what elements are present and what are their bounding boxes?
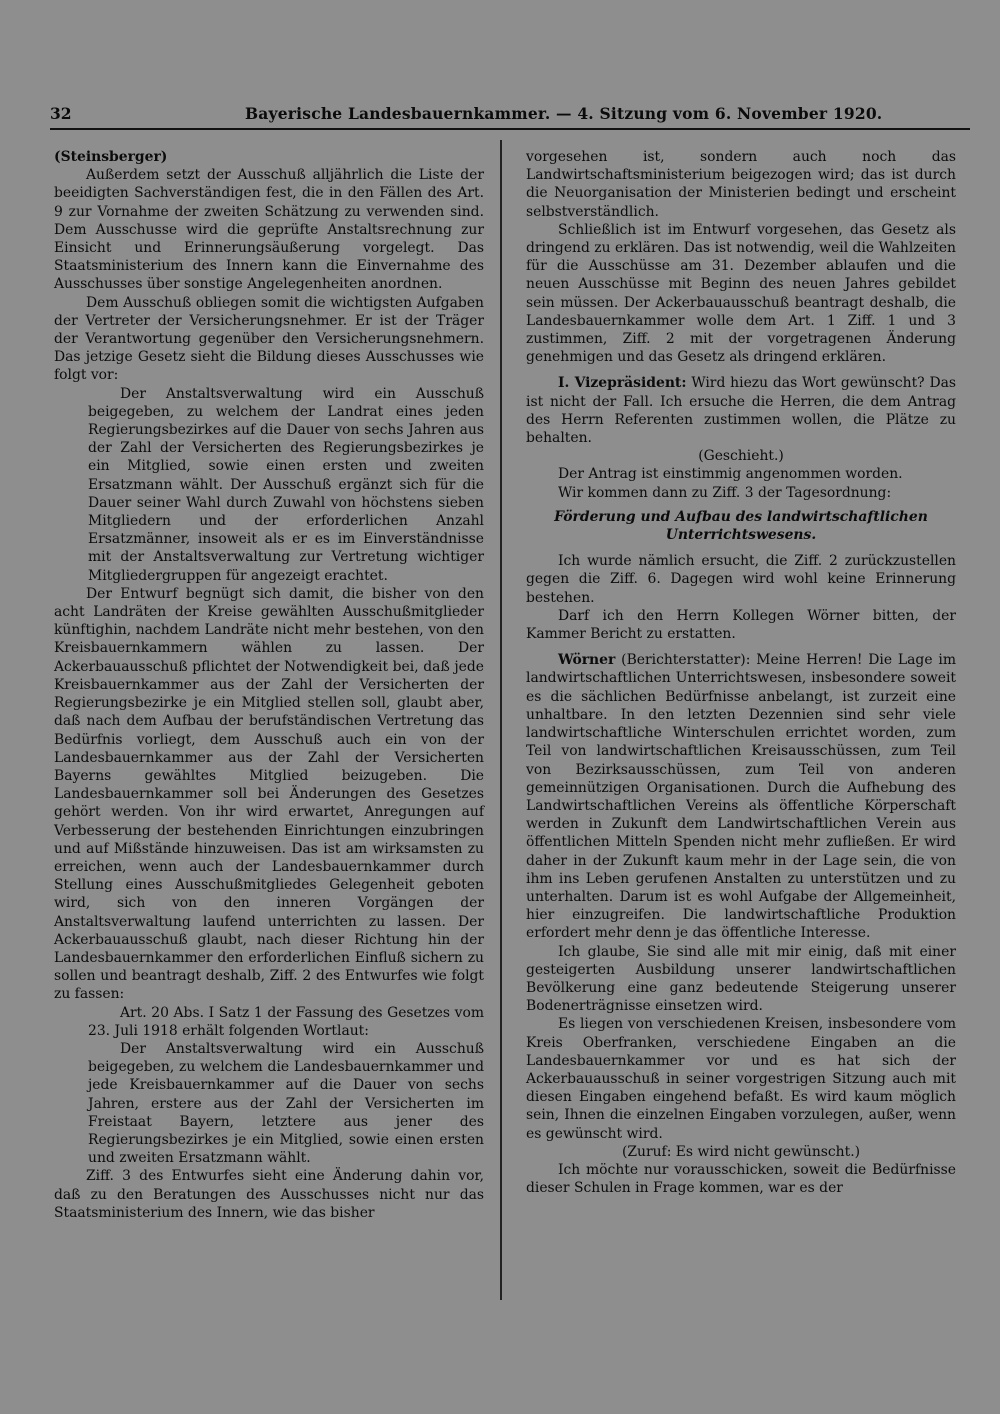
speaker-name: I. Vizepräsident: <box>558 375 687 392</box>
paragraph: Wir kommen dann zu Ziff. 3 der Tagesordnung: <box>558 484 892 501</box>
paragraph: Der Antrag ist einstimmig angenommen worden. <box>558 466 903 483</box>
quote-paragraph: Art. 20 Abs. I Satz 1 der Fassung des Gesetzes vom 23. Juli 1918 erhält folgenden Wortlaut: <box>88 1004 484 1039</box>
paragraph: Darf ich den Herrn Kollegen Wörner bitten, der Kammer Bericht zu erstatten. <box>526 607 956 643</box>
speech-text: Meine Herren! Die Lage im landwirtschaftlichen Unterrichtswesen, insbesondere soweit es die sächlichen Bedürfnisse anbelangt, ist zurzeit eine unhaltbare. In den letzten Dezennien sind sehr viele landwirtschaftliche Winterschulen errichtet worden, zum Teil von landwirtschaftlichen Kreisausschüssen, zum Teil von Bezirksausschüssen, zum Teil von anderen gemeinnützigen Organisationen. Durch die Aufhebung des Landwirtschaftlichen Vereins als öffentliche Körperschaft werden in Zukunft dem Landwirtschaftlichen Verein aus öffentlichen Mitteln Spenden nicht mehr zufließen. Er wird daher in der Zukunft kaum mehr in der Lage sein, die von ihm ins Leben gerufenen Anstalten zu unterstützen und zu unterhalten. Darum ist es wohl Aufgabe der Allgemeinheit, hier einzugreifen. Die landwirtschaftliche Produktion erfordert mehr denn je das öffentliche Interesse. <box>526 652 956 942</box>
running-title: Bayerische Landesbauernkammer. — 4. Sitzung vom 6. November 1920. <box>245 104 883 123</box>
paragraph: Dem Ausschuß obliegen somit die wichtigsten Aufgaben der Vertreter der Versicherungsnehmer. Er ist der Träger der Verantwortung gegenüber den Versicherungsnehmern. Das jetzige Gesetz sieht die Bildung dieses Ausschusses wie folgt vor: <box>54 294 484 384</box>
column-divider <box>500 140 502 1300</box>
page-header <box>50 102 970 126</box>
paragraph: Der Entwurf begnügt sich damit, die bisher von den acht Landräten der Kreise gewählten Ausschußmitglieder künftighin, nachdem Landräte nicht mehr bestehen, von den Kreisbauernkammern wählen zu lassen. Der Ackerbauausschuß pflichtet der Notwendigkeit bei, daß jede Kreisbauernkammer aus der Zahl der Versicherten der Regierungsbezirke je ein Mitglied stellen soll, glaubt aber, daß nach dem Aufbau der berufständischen Vertretung das Bedürfnis vorliegt, dem Ausschuß auch ein von der Landesbauernkammer aus der Zahl der Versicherten Bayerns gewähltes Mitglied beizugeben. Die Landesbauernkammer soll bei Änderungen des Gesetzes gehört werden. Von ihr wird erwartet, Anregungen auf Verbesserung der bestehenden Einrichtungen einzubringen und auf Mißstände hinzuweisen. Das ist am wirksamsten zu erreichen, wenn auch der Landesbauernkammer durch Stellung eines Ausschußmitgliedes Gelegenheit geboten wird, sich von den inneren Vorgängen der Anstaltsverwaltung laufend unterrichten zu lassen. Der Ackerbauausschuß glaubt, nach dieser Richtung hin der Landesbauernkammer den erforderlichen Einfluß sichern zu sollen und beantragt deshalb, Ziff. 2 des Entwurfes wie folgt zu fassen: <box>54 585 484 1003</box>
quote-paragraph: Der Anstaltsverwaltung wird ein Ausschuß beigegeben, zu welchem die Landesbauernkammer und jede Kreisbauernkammer auf die Dauer von sechs Jahren, erstere aus der Zahl der Versicherten im Freistaat Bayern, letztere aus jener des Regierungsbezirkes je ein Mitglied, sowie einen ersten und zweiten Ersatzmann wählt. <box>88 1040 484 1167</box>
header-rule <box>50 128 970 130</box>
paragraph: Ziff. 3 des Entwurfes sieht eine Änderung dahin vor, daß zu den Beratungen des Ausschusses nicht nur das Staatsministerium des Innern, wie das bisher <box>54 1168 484 1221</box>
paragraph: vorgesehen ist, sondern auch noch das Landwirtschaftsministerium beigezogen wird; das ist durch die Neuorganisation der Ministerien bedingt und erscheint selbstverständlich. <box>526 149 956 220</box>
paragraph: Ich wurde nämlich ersucht, die Ziff. 2 zurückzustellen gegen die Ziff. 6. Dagegen wird wohl keine Erinnerung bestehen. <box>526 553 956 606</box>
interjection: (Zuruf: Es wird nicht gewünscht.) <box>621 1143 861 1160</box>
speech-text: Wird hiezu das Wort gewünscht? Das ist nicht der Fall. Ich ersuche die Herren, die dem Antrag des Herrn Referenten zustimmen wollen, die Plätze zu behalten. <box>526 375 956 447</box>
paragraph: Schließlich ist im Entwurf vorgesehen, das Gesetz als dringend zu erklären. Das ist notwendig, weil die Wahlzeiten für die Ausschüsse am 31. Dezember ablaufen und die neuen Ausschüsse mit Beginn des neuen Jahres gebildet sein müssen. Der Ackerbauausschuß beantragt deshalb, die Landesbauernkammer wolle dem Art. 1 Ziff. 1 und 3 zustimmen, Ziff. 2 mit der vorgetragenen Änderung genehmigen und das Gesetz als dringend erklären. <box>526 221 956 366</box>
quoted-law-text <box>88 385 484 585</box>
paragraph <box>526 374 956 447</box>
quote-paragraph: Der Anstaltsverwaltung wird ein Ausschuß beigegeben, zu welchem der Landrat eines jeden Regierungsbezirkes auf die Dauer von sechs Jahren aus der Zahl der Versicherten des Regierungsbezirkes je ein Mitglied, sowie einen ersten und zweiten Ersatzmann wählt. Der Ausschuß ergänzt sich für die Dauer seiner Wahl durch Zuwahl von höchstens sieben Mitgliedern und der erforderlichen Anzahl Ersatzmänner, insoweit als er es im Einverständnisse mit der Anstaltsverwaltung zur Vertretung wichtiger Mitgliedergruppen für angezeigt erachtet. <box>88 385 484 584</box>
left-column <box>54 148 484 1222</box>
page-number: 32 <box>50 104 72 123</box>
paragraph: Außerdem setzt der Ausschuß alljährlich die Liste der beeidigten Sachverständigen fest, die in den Fällen des Art. 9 zur Vornahme der zweiten Schätzung zu verwenden sind. Dem Ausschusse wird die geprüfte Anstaltsrechnung zur Einsicht und Erinnerungsäußerung vorgelegt. Das Staatsministerium des Innern kann die Einvernahme des Ausschusses über sonstige Angelegenheiten anordnen. <box>54 167 484 293</box>
section-heading: Förderung und Aufbau des landwirtschaftlichen Unterrichtswesens. <box>554 508 928 544</box>
paragraph: Es liegen von verschiedenen Kreisen, insbesondere vom Kreis Oberfranken, verschiedene Eingaben an die Landesbauernkammer vor und es hat sich der Ackerbauausschuß in seiner vorgestrigen Sitzung auch mit diesen Eingaben eingehend befaßt. Es wird kaum möglich sein, Ihnen die einzelnen Eingaben vorzulegen, außer, wenn es gewünscht wird. <box>526 1016 956 1142</box>
proposed-amendment <box>88 1004 484 1168</box>
speaker-name: (Steinsberger) <box>54 149 168 165</box>
right-column <box>526 148 956 1197</box>
speaker-name: Wörner <box>558 652 616 669</box>
speaker-role: (Berichterstatter): <box>621 652 751 669</box>
paragraph <box>526 651 956 942</box>
stage-note: (Geschieht.) <box>698 448 784 465</box>
paragraph: Ich möchte nur vorausschicken, soweit die Bedürfnisse dieser Schulen in Frage kommen, war es der <box>526 1161 956 1197</box>
paragraph: Ich glaube, Sie sind alle mit mir einig, daß mit einer gesteigerten Ausbildung unserer landwirtschaftlichen Bevölkerung eine ganz bedeutende Steigerung unserer Bodenerträgnisse einsetzen wird. <box>526 943 956 1015</box>
